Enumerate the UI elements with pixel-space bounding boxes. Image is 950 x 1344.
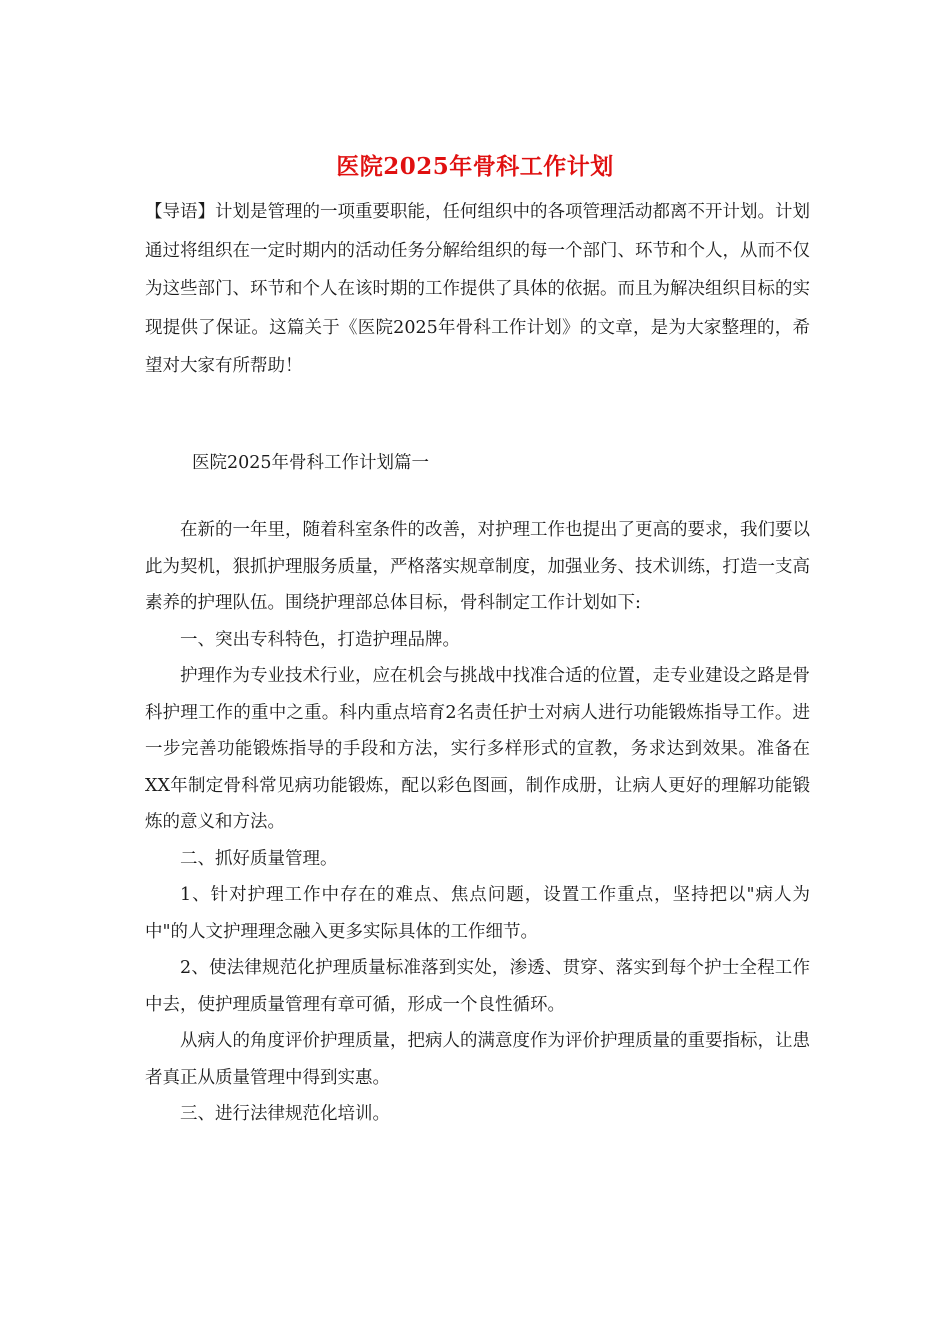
body-paragraph: 从病人的角度评价护理质量，把病人的满意度作为评价护理质量的重要指标，让患者真正从质量管理中得到实惠。 <box>145 1031 810 1088</box>
body-paragraph: 在新的一年里，随着科室条件的改善，对护理工作也提出了更高的要求，我们要以此为契机，狠抓护理服务质量，严格落实规章制度，加强业务、技术训练，打造一支高素养的护理队伍。围绕护理部总体目标，骨科制定工作计划如下: <box>145 520 810 613</box>
document-body <box>145 512 810 1133</box>
subheading-1: 一、突出专科特色，打造护理品牌。 <box>180 629 460 650</box>
list-item: 2、使法律规范化护理质量标准落到实处，渗透、贯穿、落实到每个护士全程工作中去，使护理质量管理有章可循，形成一个良性循环。 <box>145 958 810 1015</box>
body-paragraph: 护理作为专业技术行业，应在机会与挑战中找准合适的位置，走专业建设之路是骨科护理工作的重中之重。科内重点培育2名责任护士对病人进行功能锻炼指导工作。进一步完善功能锻炼指导的手段和方法，实行多样形式的宣教，务求达到效果。准备在XX年制定骨科常见病功能锻炼，配以彩色图画，制作成册，让病人更好的理解功能锻炼的意义和方法。 <box>145 666 810 832</box>
subheading-2: 二、抓好质量管理。 <box>180 848 338 869</box>
subheading-3: 三、进行法律规范化培训。 <box>180 1104 390 1124</box>
list-item: 1、针对护理工作中存在的难点、焦点问题，设置工作重点，坚持把以"病人为中"的人文护理理念融入更多实际具体的工作细节。 <box>145 885 810 942</box>
section-heading: 医院2025年骨科工作计划篇一 <box>192 453 430 473</box>
intro-paragraph: 【导语】计划是管理的一项重要职能，任何组织中的各项管理活动都离不开计划。计划通过将组织在一定时期内的活动任务分解给组织的每一个部门、环节和个人，从而不仅为这些部门、环节和个人在该时期的工作提供了具体的依据。而且为解决组织目标的实现提供了保证。这篇关于《医院2025年骨科工作计划》的文章，是为大家整理的，希望对大家有所帮助！ <box>145 202 810 376</box>
document-title: 医院2025年骨科工作计划 <box>336 153 614 180</box>
